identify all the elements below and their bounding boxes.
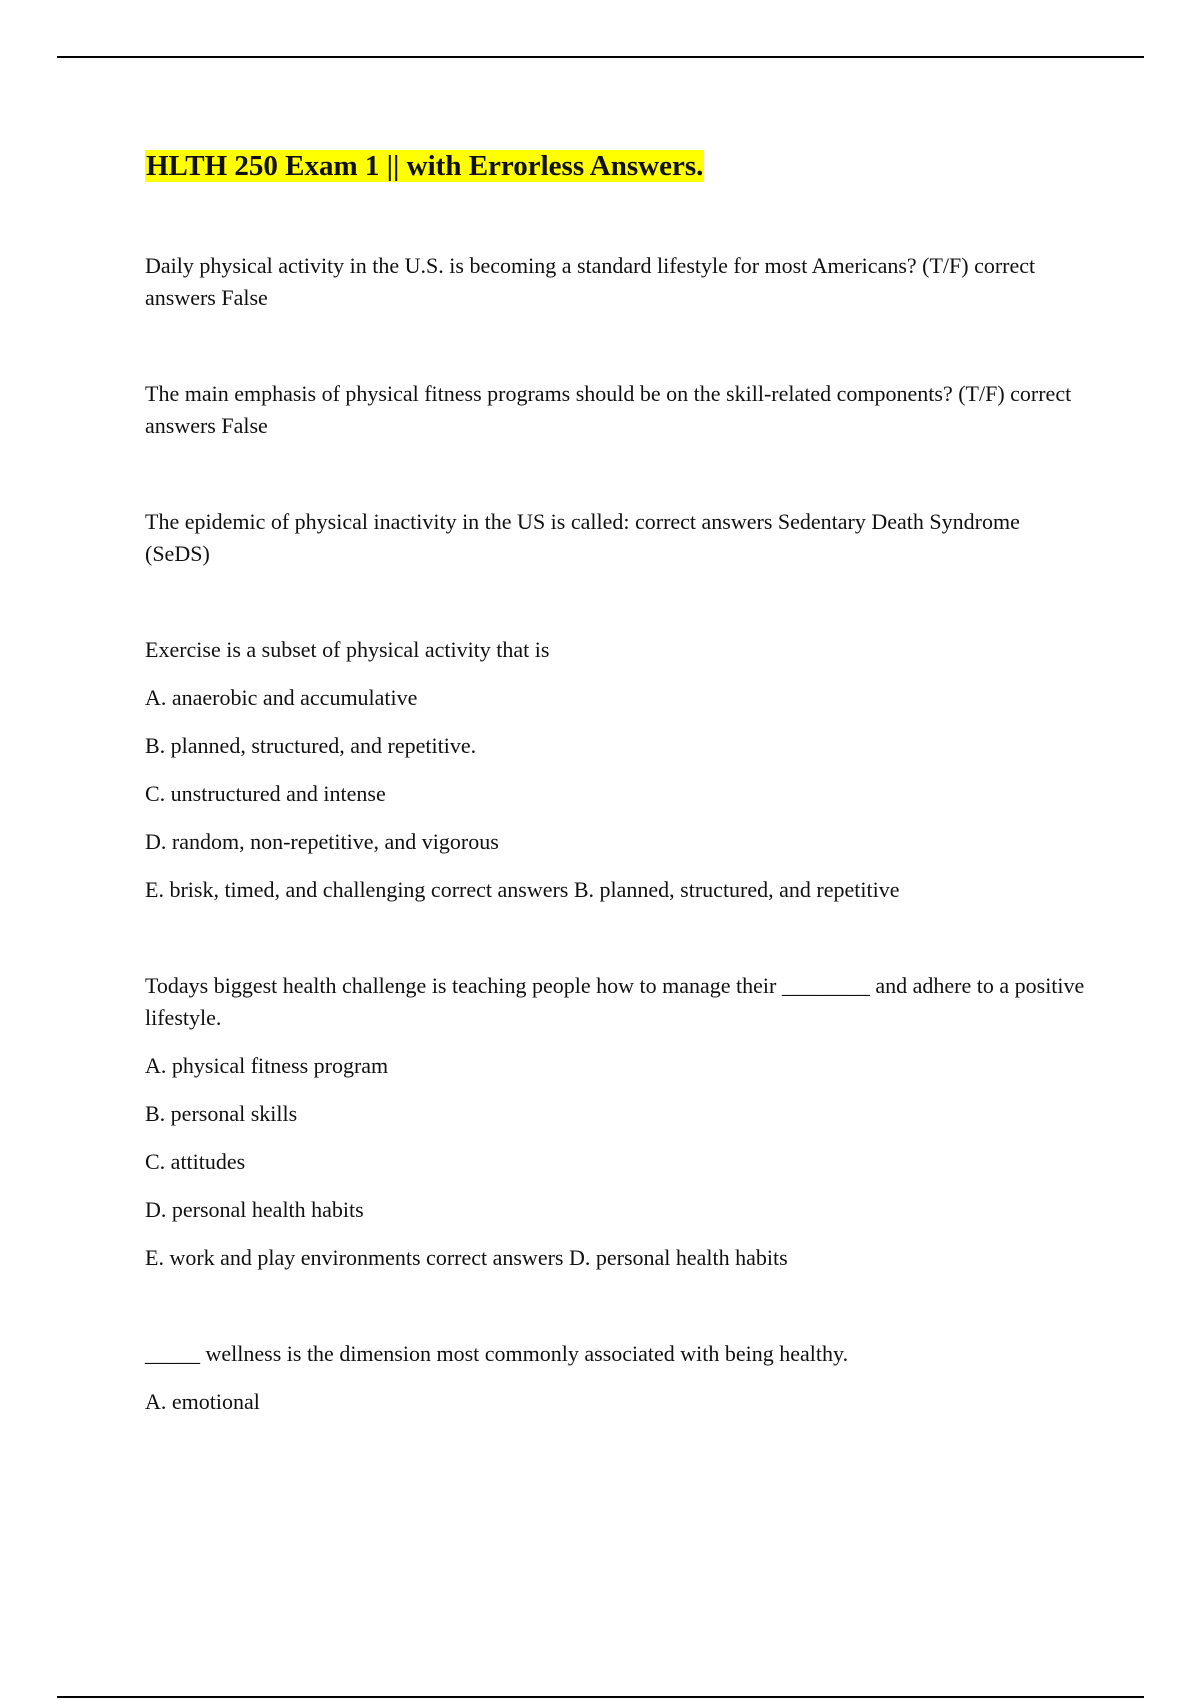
question-5-option-a: A. physical fitness program bbox=[145, 1053, 389, 1078]
document-title bbox=[145, 148, 1090, 184]
question-3 bbox=[145, 506, 1090, 570]
document-body bbox=[145, 148, 1090, 1418]
question-5 bbox=[145, 970, 1090, 1274]
top-rule bbox=[57, 56, 1144, 58]
question-6-option-a: A. emotional bbox=[145, 1389, 260, 1414]
question-5-option-b: B. personal skills bbox=[145, 1101, 298, 1126]
question-1-text: Daily physical activity in the U.S. is becoming a standard lifestyle for most Americans? (T/F) correct answers False bbox=[145, 253, 1036, 310]
question-6-options bbox=[145, 1386, 1090, 1418]
question-6 bbox=[145, 1338, 1090, 1418]
question-2 bbox=[145, 378, 1090, 442]
question-4-options bbox=[145, 682, 1090, 906]
question-4-option-d: D. random, non-repetitive, and vigorous bbox=[145, 829, 499, 854]
bottom-rule bbox=[57, 1696, 1144, 1698]
question-4-option-e: E. brisk, timed, and challenging correct answers B. planned, structured, and repetitive bbox=[145, 877, 900, 902]
question-4-stem: Exercise is a subset of physical activity that is bbox=[145, 637, 550, 662]
question-3-text: The epidemic of physical inactivity in the US is called: correct answers Sedentary Death Syndrome (SeDS) bbox=[145, 509, 1020, 566]
question-5-stem: Todays biggest health challenge is teaching people how to manage their ________ and adhere to a positive lifestyle. bbox=[145, 973, 1085, 1030]
document-title-text: HLTH 250 Exam 1 || with Errorless Answers. bbox=[146, 150, 704, 182]
question-6-stem: _____ wellness is the dimension most commonly associated with being healthy. bbox=[145, 1341, 849, 1366]
question-4 bbox=[145, 634, 1090, 906]
question-2-text: The main emphasis of physical fitness programs should be on the skill-related components? (T/F) correct answers False bbox=[145, 381, 1072, 438]
question-5-option-c: C. attitudes bbox=[145, 1149, 246, 1174]
question-4-option-a: A. anaerobic and accumulative bbox=[145, 685, 418, 710]
question-4-option-b: B. planned, structured, and repetitive. bbox=[145, 733, 477, 758]
question-4-option-c: C. unstructured and intense bbox=[145, 781, 386, 806]
question-1 bbox=[145, 250, 1090, 314]
question-5-option-e: E. work and play environments correct answers D. personal health habits bbox=[145, 1245, 788, 1270]
question-5-option-d: D. personal health habits bbox=[145, 1197, 364, 1222]
question-5-options bbox=[145, 1050, 1090, 1274]
